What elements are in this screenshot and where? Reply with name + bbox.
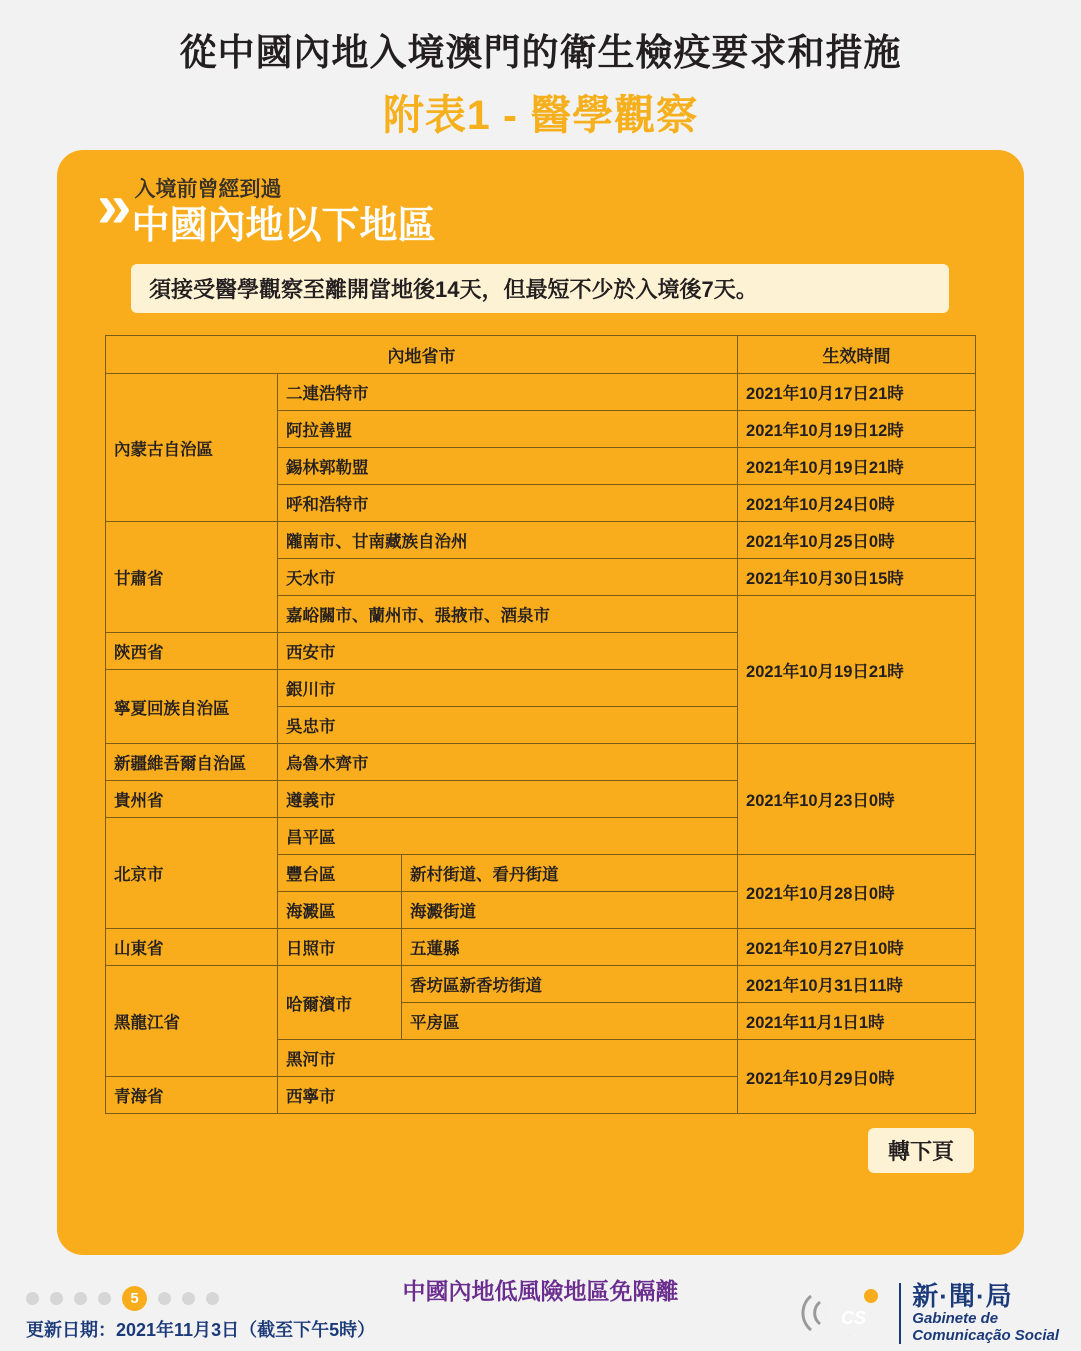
gcs-logo-icon <box>793 1282 889 1344</box>
page-dot[interactable] <box>206 1292 219 1305</box>
cell-city: 嘉峪關市、蘭州市、張掖市、酒泉市 <box>278 596 738 633</box>
cell-province: 新疆維吾爾自治區 <box>106 744 278 781</box>
cell-effective-time: 2021年10月24日0時 <box>738 485 976 522</box>
cell-city: 天水市 <box>278 559 738 596</box>
page-header <box>0 0 1081 141</box>
cell-city: 海澱區 <box>278 892 402 929</box>
column-header-region: 內地省市 <box>106 336 738 374</box>
cell-city: 錫林郭勒盟 <box>278 448 738 485</box>
table-row <box>106 522 976 559</box>
cell-effective-time: 2021年10月17日21時 <box>738 374 976 411</box>
page-dot[interactable] <box>182 1292 195 1305</box>
cell-district: 香坊區新香坊街道 <box>402 966 738 1003</box>
cell-city: 西安市 <box>278 633 738 670</box>
cell-city: 昌平區 <box>278 818 738 855</box>
cell-city: 遵義市 <box>278 781 738 818</box>
page-dot[interactable] <box>158 1292 171 1305</box>
table-header-row <box>106 336 976 374</box>
next-page-container <box>57 1128 974 1173</box>
regions-table <box>105 335 976 1114</box>
cell-province: 寧夏回族自治區 <box>106 670 278 744</box>
cell-district: 海澱街道 <box>402 892 738 929</box>
page-dot[interactable] <box>98 1292 111 1305</box>
cell-city: 哈爾濱市 <box>278 966 402 1040</box>
cell-effective-time: 2021年10月19日21時 <box>738 596 976 744</box>
page-title: 從中國內地入境澳門的衛生檢疫要求和措施 <box>179 32 902 73</box>
table-row <box>106 744 976 781</box>
cell-city: 二連浩特市 <box>278 374 738 411</box>
logo-text-pt-2: Comunicação Social <box>912 1326 1059 1344</box>
cell-province: 內蒙古自治區 <box>106 374 278 522</box>
card-footnote: 中國內地低風險地區免隔離 <box>402 1278 679 1304</box>
page-subtitle: 附表1 - 醫學觀察 <box>382 92 699 138</box>
cell-province: 黑龍江省 <box>106 966 278 1077</box>
cell-city: 吳忠市 <box>278 707 738 744</box>
cell-city: 黑河市 <box>278 1040 738 1077</box>
cell-effective-time: 2021年10月25日0時 <box>738 522 976 559</box>
cell-effective-time: 2021年10月29日0時 <box>738 1040 976 1114</box>
cell-effective-time: 2021年10月19日21時 <box>738 448 976 485</box>
cell-province: 甘肅省 <box>106 522 278 633</box>
page-indicator <box>26 1286 219 1311</box>
cell-city: 阿拉善盟 <box>278 411 738 448</box>
footer-bar <box>0 1272 1081 1351</box>
cell-city: 西寧市 <box>278 1077 738 1114</box>
notice-banner: 須接受醫學觀察至離開當地後14天，但最短不少於入境後7天。 <box>131 264 949 313</box>
table-row <box>106 374 976 411</box>
cell-effective-time: 2021年10月19日12時 <box>738 411 976 448</box>
cell-province: 貴州省 <box>106 781 278 818</box>
gcs-logo <box>793 1282 1059 1344</box>
cell-effective-time: 2021年10月28日0時 <box>738 855 976 929</box>
page-dot[interactable] <box>26 1292 39 1305</box>
cell-province: 陝西省 <box>106 633 278 670</box>
cell-effective-time: 2021年10月27日10時 <box>738 929 976 966</box>
section-heading <box>97 172 1024 248</box>
cell-city: 銀川市 <box>278 670 738 707</box>
cell-effective-time: 2021年10月23日0時 <box>738 744 976 855</box>
cell-city: 豐台區 <box>278 855 402 892</box>
double-chevron-right-icon: » <box>97 172 122 241</box>
page-dot[interactable] <box>74 1292 87 1305</box>
cell-district: 新村街道、看丹街道 <box>402 855 738 892</box>
next-page-button[interactable]: 轉下頁 <box>868 1128 974 1173</box>
cell-effective-time: 2021年11月1日1時 <box>738 1003 976 1040</box>
section-main-label: 中國內地以下地區 <box>131 205 436 247</box>
cell-effective-time: 2021年10月30日15時 <box>738 559 976 596</box>
cell-province: 山東省 <box>106 929 278 966</box>
cell-province: 北京市 <box>106 818 278 929</box>
svg-text:CS: CS <box>841 1308 867 1328</box>
cell-city: 呼和浩特市 <box>278 485 738 522</box>
table-row <box>106 966 976 1003</box>
update-date-label: 更新日期：2021年11月3日（截至下午5時） <box>26 1320 376 1340</box>
cell-province: 青海省 <box>106 1077 278 1114</box>
cell-city: 隴南市、甘南藏族自治州 <box>278 522 738 559</box>
page-dot-active[interactable]: 5 <box>122 1286 147 1311</box>
cell-district: 五蓮縣 <box>402 929 738 966</box>
column-header-effective: 生效時間 <box>738 336 976 374</box>
page-dot[interactable] <box>50 1292 63 1305</box>
cell-effective-time: 2021年10月31日11時 <box>738 966 976 1003</box>
cell-city: 烏魯木齊市 <box>278 744 738 781</box>
logo-text-cn: 新·聞·局 <box>912 1280 1013 1311</box>
cell-city: 日照市 <box>278 929 402 966</box>
cell-district: 平房區 <box>402 1003 738 1040</box>
section-pre-label: 入境前曾經到過 <box>134 178 282 201</box>
logo-text-pt-1: Gabinete de <box>912 1309 999 1327</box>
table-row <box>106 929 976 966</box>
